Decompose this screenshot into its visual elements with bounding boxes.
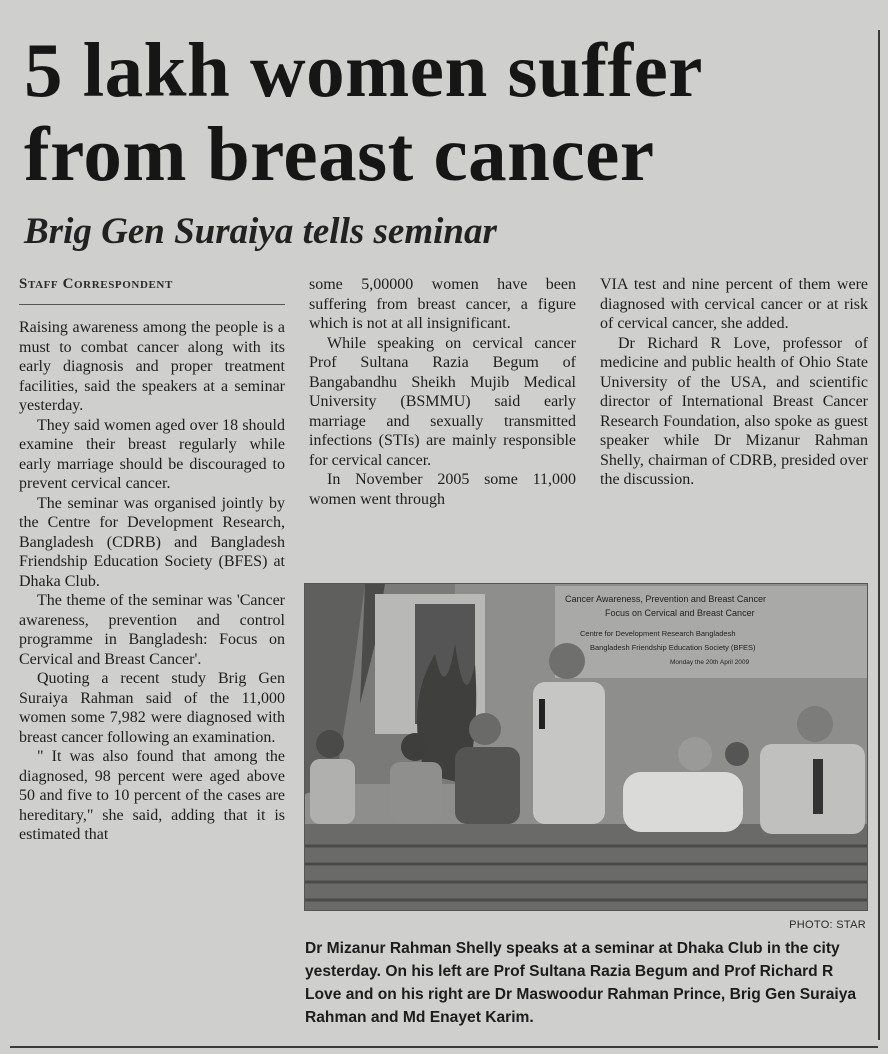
paragraph: The seminar was organised jointly by the Centre for Development Research, Bangladesh (CDRB) and Bangladesh Friendship Education Society (BFES) at Dhaka Club. bbox=[19, 494, 285, 590]
paragraph: Quoting a recent study Brig Gen Suraiya Rahman said of the 11,000 women some 7,982 were diagnosed with breast cancer following an examination. bbox=[19, 670, 285, 746]
byline-rule bbox=[19, 304, 285, 305]
article-column-2 bbox=[309, 275, 576, 509]
paragraph: " It was also found that among the diagnosed, 98 percent were aged above 50 and five to 10 percent of the cases are hereditary," she said, adding that it is estimated that bbox=[19, 748, 285, 843]
paragraph: They said women aged over 18 should examine their breast regularly while early marriage should be discouraged to prevent cervical cancer. bbox=[19, 416, 285, 492]
banner-text: Bangladesh Friendship Education Society (BFES) bbox=[590, 643, 756, 652]
banner-text: Centre for Development Research Bangladesh bbox=[580, 629, 736, 638]
deck-subheadline: Brig Gen Suraiya tells seminar bbox=[24, 211, 497, 252]
article-column-3 bbox=[600, 275, 868, 490]
paragraph: Raising awareness among the people is a must to combat cancer along with its early diagnosis and proper treatment facilities, said the speakers at a seminar yesterday. bbox=[19, 319, 285, 414]
seminar-photo-illustration bbox=[305, 584, 867, 910]
column-rule-right bbox=[878, 30, 880, 1040]
banner-text: Focus on Cervical and Breast Cancer bbox=[605, 608, 755, 618]
paragraph: The theme of the seminar was 'Cancer awareness, prevention and control programme in Bangladesh: Focus on Cervical and Breast Cancer'. bbox=[19, 592, 285, 668]
article-column-1 bbox=[19, 318, 285, 845]
photo-caption: Dr Mizanur Rahman Shelly speaks at a seminar at Dhaka Club in the city yesterday. On his left are Prof Sultana Razia Begum and Prof Richard R Love and on his right are Dr Maswoodur Rahman Prince, Brig Gen Suraiya Rahman and Md Enayet Karim. bbox=[305, 940, 857, 1026]
photo-credit: PHOTO: STAR bbox=[789, 919, 866, 931]
byline: Staff Correspondent bbox=[19, 276, 173, 292]
seminar-photo bbox=[304, 583, 868, 911]
bottom-rule bbox=[10, 1046, 878, 1048]
paragraph: VIA test and nine percent of them were diagnosed with cervical cancer or at risk of cervical cancer, she added. bbox=[600, 276, 868, 332]
headline: 5 lakh women suffer from breast cancer bbox=[24, 27, 702, 197]
banner-text: Monday the 20th April 2009 bbox=[670, 659, 750, 666]
paragraph: Dr Richard R Love, professor of medicine and public health of Ohio State University of the USA, and scientific director of International Breast Cancer Research Foundation, also spoke as guest speaker while Dr Mizanur Rahman Shelly, chairman of CDRB, presided over the discussion. bbox=[600, 334, 868, 488]
banner-text: Cancer Awareness, Prevention and Breast Cancer bbox=[565, 594, 766, 604]
paragraph: In November 2005 some 11,000 women went through bbox=[309, 471, 576, 508]
paragraph: some 5,00000 women have been suffering from breast cancer, a figure which is not at all insignificant. bbox=[309, 276, 576, 332]
paragraph: While speaking on cervical cancer Prof Sultana Razia Begum of Bangabandhu Sheikh Mujib Medical University (BSMMU) said early marriage and sexually transmitted infections (STIs) are mainly responsible for cervical cancer. bbox=[309, 334, 576, 469]
